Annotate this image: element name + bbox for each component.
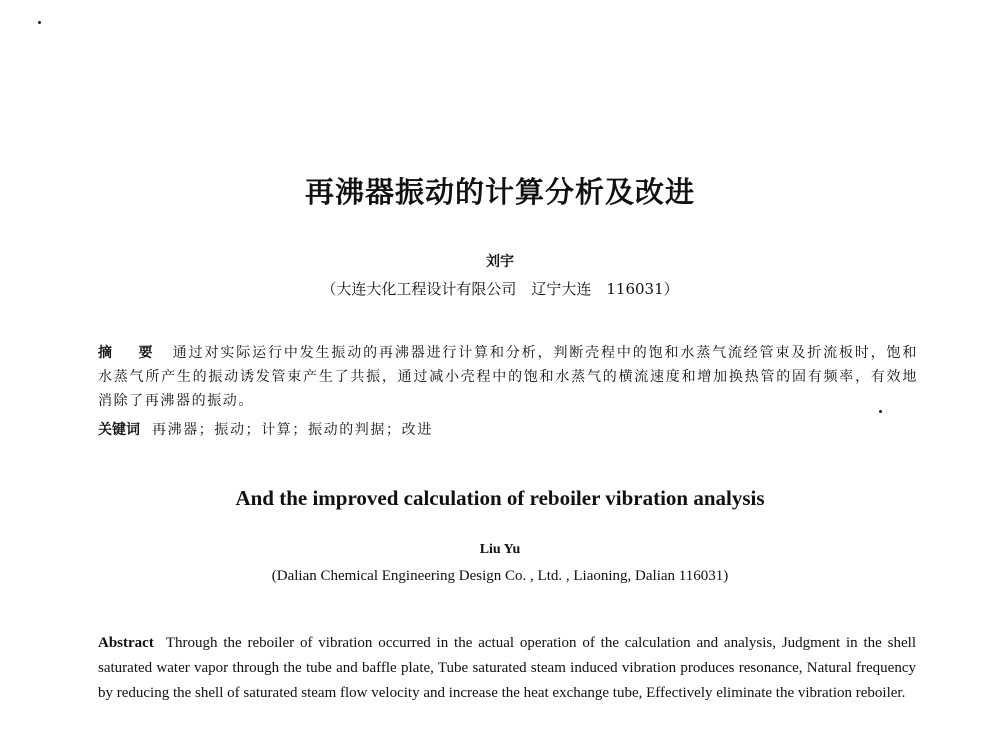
paper-title-chinese: 再沸器振动的计算分析及改进 (304, 175, 695, 209)
speck-mark (38, 21, 41, 24)
paper-title-english: And the improved calculation of reboiler vibration analysis (235, 486, 765, 510)
author-name-chinese: 刘宇 (486, 254, 514, 270)
abstract-english (98, 631, 916, 706)
affiliation-chinese: （大连大化工程设计有限公司 辽宁大连 116031） (321, 280, 679, 298)
abstract-english-label: Abstract (98, 635, 154, 651)
affiliation-english: (Dalian Chemical Engineering Design Co. , Ltd. , Liaoning, Dalian 116031) (271, 568, 729, 584)
abstract-chinese (98, 341, 918, 413)
abstract-chinese-label: 摘 要 (98, 345, 159, 361)
keywords-chinese-text: 再沸器；振动；计算；振动的判据；改进 (152, 422, 433, 438)
keywords-chinese-label: 关键词 (98, 422, 140, 438)
abstract-chinese-text: 通过对实际运行中发生振动的再沸器进行计算和分析，判断壳程中的饱和水蒸气流经管束及折流板时，饱和水蒸气所产生的振动诱发管束产生了共振，通过减小壳程中的饱和水蒸气的横流速度和增加换热管的固有频率，有效地消除了再沸器的振动。 (98, 345, 919, 409)
abstract-english-text: Through the reboiler of vibration occurred in the actual operation of the calculation and analysis, Judgment in the shell saturated water vapor through the tube and baffle plate, Tube saturated steam induced vibration produces resonance, Natural frequency by reducing the shell of saturated steam flow velocity and increase the heat exchange tube, Effectively eliminate the vibration reboiler. (98, 635, 916, 701)
keywords-chinese (98, 418, 918, 442)
author-name-english: Liu Yu (479, 542, 521, 557)
